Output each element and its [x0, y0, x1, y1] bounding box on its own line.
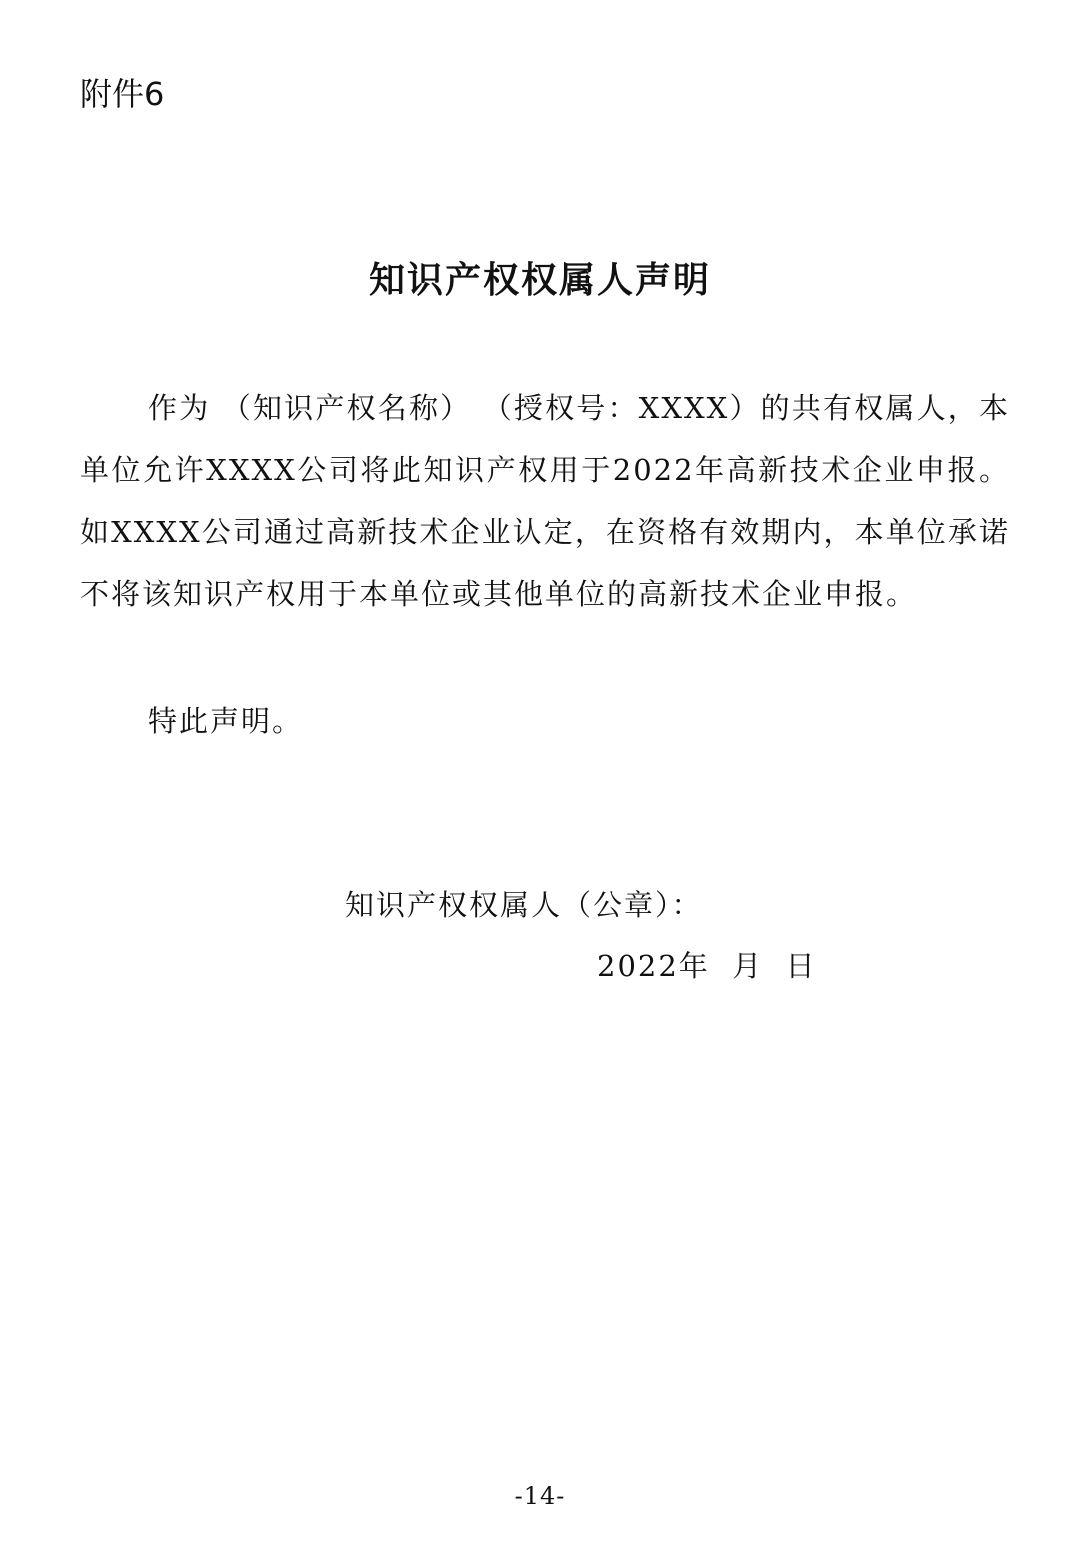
closing-statement: 特此声明。 — [148, 704, 304, 738]
signature-holder-label: 知识产权权属人（公章）： — [345, 888, 703, 922]
document-title: 知识产权权属人声明 — [368, 259, 711, 301]
declaration-body — [80, 377, 1010, 625]
page-number: -14- — [514, 1482, 566, 1510]
declaration-paragraph: 作为 （知识产权名称） （授权号：XXXX）的共有权属人，本单位允许XXXX公司将此知识产权用于2022年高新技术企业申报。如XXXX公司通过高新技术企业认定，在资格有效期内，本单位承诺不将该知识产权用于本单位或其他单位的高新技术企业申报。 — [80, 391, 1010, 611]
attachment-label: 附件6 — [80, 75, 165, 113]
signature-date: 2022年 月 日 — [597, 949, 817, 983]
